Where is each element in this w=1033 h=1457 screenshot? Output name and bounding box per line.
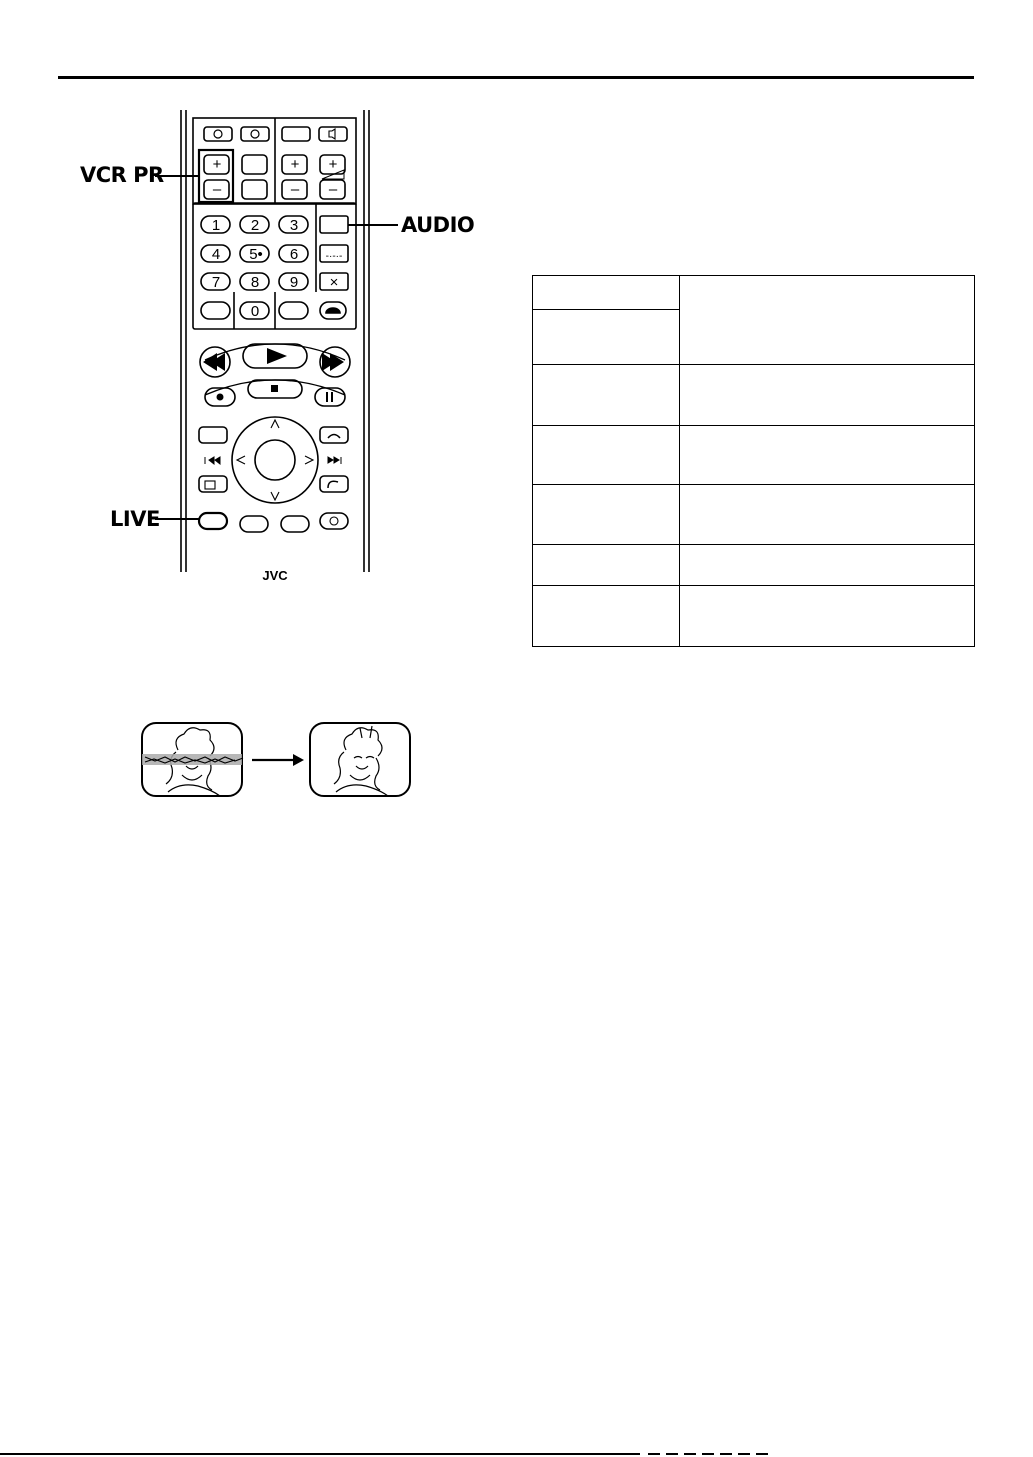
tv-blank-button-1[interactable] xyxy=(242,155,267,174)
rewind-icon xyxy=(203,353,225,371)
power-icon xyxy=(330,517,338,525)
digit-2-label: 2 xyxy=(250,217,260,234)
volume-plus-glyph: + xyxy=(328,156,338,173)
record-icon xyxy=(217,394,224,401)
info-table xyxy=(532,275,975,647)
mute-button[interactable] xyxy=(319,127,347,141)
table-cell xyxy=(680,426,975,485)
volume-minus-glyph: – xyxy=(328,181,338,198)
digit-4-label: 4 xyxy=(211,246,221,263)
table-cell xyxy=(533,276,680,310)
blank-right-button[interactable] xyxy=(279,302,308,319)
digit-8-label: 8 xyxy=(250,274,260,291)
fast-forward-icon xyxy=(322,353,344,371)
display-icon xyxy=(205,481,215,489)
audio-button[interactable] xyxy=(320,216,348,233)
menu-button[interactable] xyxy=(199,427,227,443)
skip-forward-icon[interactable] xyxy=(328,457,341,464)
skip-back-icon[interactable] xyxy=(205,457,220,464)
table-cell xyxy=(680,365,975,426)
dash-glyph: -·-·- xyxy=(325,251,343,262)
tv-blank-button-2[interactable] xyxy=(242,180,267,199)
numeric-keypad xyxy=(201,216,346,319)
return-icon xyxy=(328,435,340,439)
digit-5-label: 5• xyxy=(249,246,263,263)
footer-dashes xyxy=(648,1453,768,1455)
clock-icon xyxy=(214,130,222,138)
table-cell xyxy=(680,276,975,365)
bottom-blank-button-2[interactable] xyxy=(281,516,309,532)
digit-9-label: 9 xyxy=(289,274,299,291)
digit-7-label: 7 xyxy=(211,274,221,291)
digit-6-label: 6 xyxy=(289,246,299,263)
navigation-pad xyxy=(199,417,348,503)
vcr-pr-callout: VCR PR xyxy=(80,163,164,187)
play-icon xyxy=(267,348,287,364)
blank-left-button[interactable] xyxy=(201,302,230,319)
down-arrow-icon[interactable] xyxy=(271,492,279,500)
bottom-blank-button-1[interactable] xyxy=(240,516,268,532)
timer-icon xyxy=(251,130,259,138)
tv-pr-plus-glyph: + xyxy=(290,156,300,173)
table-cell xyxy=(533,365,680,426)
table-row xyxy=(533,276,975,310)
replay-button[interactable] xyxy=(320,476,348,492)
table-cell xyxy=(533,310,680,365)
digit-1-label: 1 xyxy=(211,217,221,234)
tv-comparison-illustration xyxy=(142,723,410,796)
tv-pr-minus-glyph: – xyxy=(290,181,300,198)
table-row xyxy=(533,426,975,485)
pause-button[interactable] xyxy=(315,388,345,406)
timer-button[interactable] xyxy=(241,127,269,141)
table-cell xyxy=(533,586,680,647)
table-cell xyxy=(533,485,680,545)
pause-icon xyxy=(327,392,332,402)
up-arrow-icon[interactable] xyxy=(271,420,279,428)
left-arrow-icon[interactable] xyxy=(237,456,245,464)
digit-0-label: 0 xyxy=(250,303,260,320)
jvc-logo: JVC xyxy=(262,568,288,583)
right-arrow-icon[interactable] xyxy=(305,456,313,464)
table-row xyxy=(533,485,975,545)
table-cell xyxy=(680,545,975,586)
table-row xyxy=(533,545,975,586)
audio-callout: AUDIO xyxy=(401,213,475,237)
cancel-glyph: × xyxy=(329,274,339,291)
picture-mode-icon xyxy=(326,308,340,313)
table-cell xyxy=(533,426,680,485)
vcr-pr-plus-glyph: + xyxy=(212,156,222,173)
table-row xyxy=(533,586,975,647)
timer-clock-button[interactable] xyxy=(204,127,232,141)
table-cell xyxy=(680,485,975,545)
bottom-blank-button-3[interactable] xyxy=(320,513,348,529)
stop-icon xyxy=(271,385,278,392)
mute-icon xyxy=(329,129,335,139)
replay-icon xyxy=(328,481,338,488)
transport-controls xyxy=(200,344,350,406)
table-cell xyxy=(680,586,975,647)
footer-rule xyxy=(0,1453,640,1455)
live-button[interactable] xyxy=(199,513,227,529)
digit-3-label: 3 xyxy=(289,217,299,234)
vcr-pr-minus-glyph: – xyxy=(212,181,222,198)
display-button[interactable] xyxy=(199,476,227,492)
tv-button[interactable] xyxy=(282,127,310,141)
live-callout: LIVE xyxy=(110,507,160,531)
ok-button[interactable] xyxy=(255,440,295,480)
table-cell xyxy=(533,545,680,586)
table-row xyxy=(533,365,975,426)
